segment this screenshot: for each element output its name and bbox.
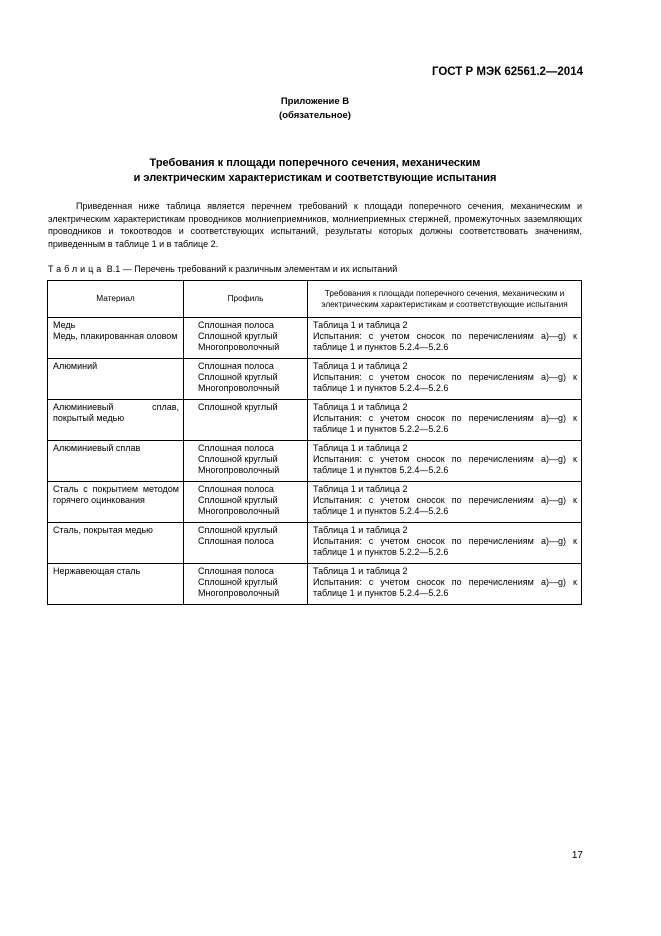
material-cell [48,441,184,482]
header-requirements: Требования к площади поперечного сечения, механическим и электрическим характеристикам и соответствующие испытания [308,281,582,318]
requirement-cell [308,318,582,359]
profile-cell-line: Сплошной круглый [198,495,278,505]
requirement-cell-line: Таблица 1 и таблица 2 [313,566,408,576]
table-header-row [48,281,582,318]
requirement-cell [308,441,582,482]
requirement-cell-line: Таблица 1 и таблица 2 [313,402,408,412]
material-cell [48,318,184,359]
profile-cell-line: Сплошной круглый [198,525,278,535]
requirement-cell-line: Таблица 1 и таблица 2 [313,443,408,453]
material-cell [48,564,184,605]
table-caption-label: Таблица [48,264,105,274]
profile-cell-line: Сплошная полоса [198,566,274,576]
profile-cell-line: Сплошная полоса [198,361,274,371]
appendix-title: Приложение В [280,96,350,107]
profile-cell [184,359,308,400]
requirement-cell-line: Таблица 1 и таблица 2 [313,320,408,330]
requirement-cell-line: Испытания: с учетом сносок по перечислениям а)—g) к таблице 1 и пунктов 5.2.2—5.2.6 [313,413,577,434]
profile-cell-line: Сплошной круглый [198,402,278,412]
table-row [48,523,582,564]
profile-cell-line: Сплошной круглый [198,372,278,382]
table-row [48,564,582,605]
profile-cell-line: Многопроволочный [198,506,280,516]
material-cell-line: Нержавеющая сталь [53,566,141,576]
profile-cell-line: Многопроволочный [198,465,280,475]
document-code: ГОСТ Р МЭК 62561.2—2014 [431,66,583,78]
material-cell [48,400,184,441]
material-cell-line: Сталь, покрытая медью [53,525,153,535]
requirement-cell-line: Испытания: с учетом сносок по перечислениям а)—g) к таблице 1 и пунктов 5.2.4—5.2.6 [313,454,577,475]
requirement-cell [308,564,582,605]
table-body [48,318,582,605]
profile-cell [184,523,308,564]
profile-cell-line: Сплошной круглый [198,331,278,341]
header-material: Материал [48,281,184,318]
table-row [48,400,582,441]
profile-cell-line: Сплошная полоса [198,443,274,453]
appendix-status: (обязательное) [279,110,351,121]
profile-cell-line: Сплошная полоса [198,484,274,494]
requirement-cell [308,400,582,441]
requirement-cell-line: Таблица 1 и таблица 2 [313,525,408,535]
section-title [0,156,630,186]
material-cell [48,359,184,400]
profile-cell [184,400,308,441]
profile-cell [184,482,308,523]
profile-cell [184,441,308,482]
requirement-cell [308,359,582,400]
requirement-cell-line: Таблица 1 и таблица 2 [313,484,408,494]
table-caption-text: В.1 — Перечень требований к различным элементам и их испытаний [104,264,398,274]
requirement-cell-line: Таблица 1 и таблица 2 [313,361,408,371]
requirement-cell [308,523,582,564]
profile-cell-line: Сплошная полоса [198,536,274,546]
profile-cell-line: Сплошной круглый [198,577,278,587]
page-number: 17 [571,850,583,861]
table-row [48,318,582,359]
intro-paragraph: Приведенная ниже таблица является перечнем требований к площади поперечного сечения, механическим и электрическим характеристикам проводников молниеприемников, молниеприемных стержней, промежуточных заземляющих проводников и токоотводов и соответствующих испытаний, результаты которых должны соответствовать значениям, приведенным в таблице 1 и в таблице 2. [48,201,582,249]
requirement-cell-line: Испытания: с учетом сносок по перечислениям а)—g) к таблице 1 и пунктов 5.2.4—5.2.6 [313,495,577,516]
requirement-cell-line: Испытания: с учетом сносок по перечислениям а)—g) к таблице 1 и пунктов 5.2.2—5.2.6 [313,536,577,557]
section-title-line-2: и электрическим характеристикам и соответствующие испытания [133,172,497,184]
profile-cell-line: Многопроволочный [198,342,280,352]
profile-cell-line: Сплошной круглый [198,454,278,464]
profile-cell [184,318,308,359]
profile-cell-line: Сплошная полоса [198,320,274,330]
requirement-cell-line: Испытания: с учетом сносок по перечислениям а)—g) к таблице 1 и пунктов 5.2.4—5.2.6 [313,372,577,393]
material-cell-line: Алюминиевый сплав, покрытый медью [53,402,179,423]
section-title-line-1: Требования к площади поперечного сечения, механическим [149,157,481,169]
table-row [48,359,582,400]
profile-cell-line: Многопроволочный [198,588,280,598]
profile-cell [184,564,308,605]
table-caption [48,264,397,275]
material-cell [48,482,184,523]
table-row [48,441,582,482]
material-cell-line: Сталь с покрытием методом горячего оцинкования [53,484,179,505]
requirement-cell [308,482,582,523]
material-cell [48,523,184,564]
material-cell-line: Алюминиевый сплав [53,443,141,453]
material-cell-line: Медь, плакированная оловом [53,331,178,341]
material-cell-line: Алюминий [53,361,98,371]
appendix-heading [0,95,630,123]
profile-cell-line: Многопроволочный [198,383,280,393]
requirement-cell-line: Испытания: с учетом сносок по перечислениям а)—g) к таблице 1 и пунктов 5.2.4—5.2.6 [313,577,577,598]
header-profile: Профиль [184,281,308,318]
table-row [48,482,582,523]
requirements-table [47,280,582,605]
material-cell-line: Медь [53,320,76,330]
requirement-cell-line: Испытания: с учетом сносок по перечислениям а)—g) к таблице 1 и пунктов 5.2.4—5.2.6 [313,331,577,352]
